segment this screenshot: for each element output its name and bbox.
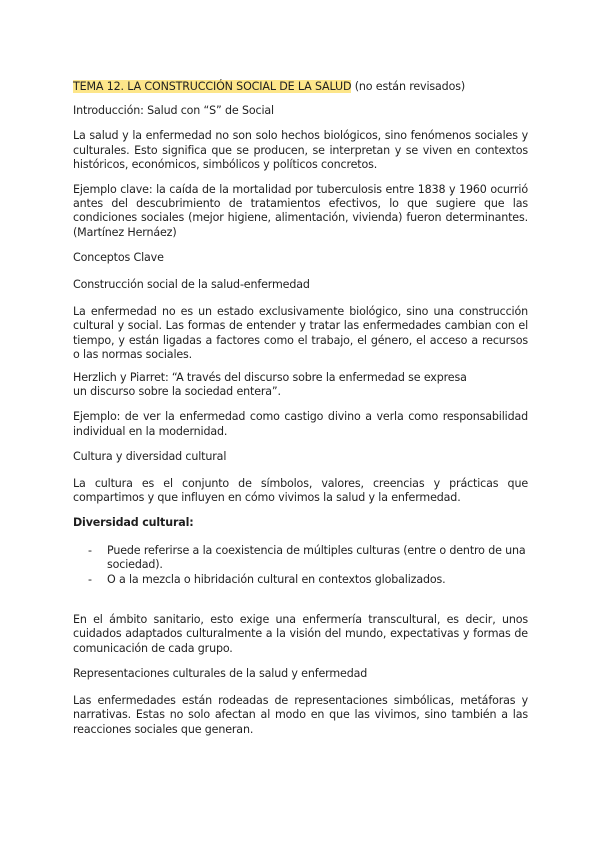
culture-paragraph: La cultura es el conjunto de símbolos, valores, creencias y prácticas que compartimos y que influyen en cómo vivimos la salud y la enfermedad.: [73, 477, 528, 505]
list-marker: -: [88, 543, 92, 557]
healthcare-paragraph: En el ámbito sanitario, esto exige una enfermería transcultural, es decir, unos cuidados adaptados culturalmente a la visión del mundo, expectativas y formas de comunicación de cada grupo.: [73, 613, 528, 655]
list-item-text: O a la mezcla o hibridación cultural en contextos globalizados.: [107, 573, 446, 587]
list-marker: -: [88, 573, 92, 587]
list-item: [73, 544, 528, 572]
title-highlight: TEMA 12. LA CONSTRUCCIÓN SOCIAL DE LA SALUD: [73, 80, 352, 93]
concepts-heading: Conceptos Clave: [73, 250, 164, 264]
social-construction-heading: Construcción social de la salud-enfermedad: [73, 278, 310, 292]
culture-heading: Cultura y diversidad cultural: [73, 449, 227, 463]
intro-heading: Introducción: Salud con “S” de Social: [73, 104, 274, 118]
diversity-heading: Diversidad cultural:: [73, 516, 194, 530]
list-item-text: Puede referirse a la coexistencia de múltiples culturas (entre o dentro de una sociedad).: [107, 543, 526, 571]
representations-heading: Representaciones culturales de la salud y enfermedad: [73, 666, 368, 680]
social-construction-paragraph: La enfermedad no es un estado exclusivamente biológico, sino una construcción cultural y social. Las formas de entender y tratar las enfermedades cambian con el tiempo, y están ligadas a factores como el trabajo, el género, el acceso a recursos o las normas sociales.: [73, 305, 528, 361]
quote-line-2: un discurso sobre la sociedad entera”.: [73, 385, 281, 399]
intro-paragraph-2: Ejemplo clave: la caída de la mortalidad por tuberculosis entre 1838 y 1960 ocurrió antes del descubrimiento de tratamientos efectivos, lo que sugiere que las condiciones sociales (mejor higiene, alimentación, vivienda) fueron determinantes. (Martínez Hernáez): [73, 183, 528, 239]
example-paragraph: Ejemplo: de ver la enfermedad como castigo divino a verla como responsabilidad individual en la modernidad.: [73, 410, 528, 438]
quote-line-1: Herzlich y Piarret: “A través del discurso sobre la enfermedad se expresa: [73, 371, 467, 385]
representations-paragraph: Las enfermedades están rodeadas de representaciones simbólicas, metáforas y narrativas. Estas no solo afectan al modo en que las vivimos, sino también a las reacciones sociales que generan.: [73, 694, 528, 736]
list-item: [73, 573, 528, 587]
title-note: (no están revisados): [351, 80, 466, 93]
diversity-list: [73, 544, 528, 588]
intro-paragraph-1: La salud y la enfermedad no son solo hechos biológicos, sino fenómenos sociales y culturales. Esto significa que se producen, se interpretan y se viven en contextos históricos, económicos, simbólicos y políticos concretos.: [73, 129, 528, 171]
document-title: [73, 80, 528, 94]
